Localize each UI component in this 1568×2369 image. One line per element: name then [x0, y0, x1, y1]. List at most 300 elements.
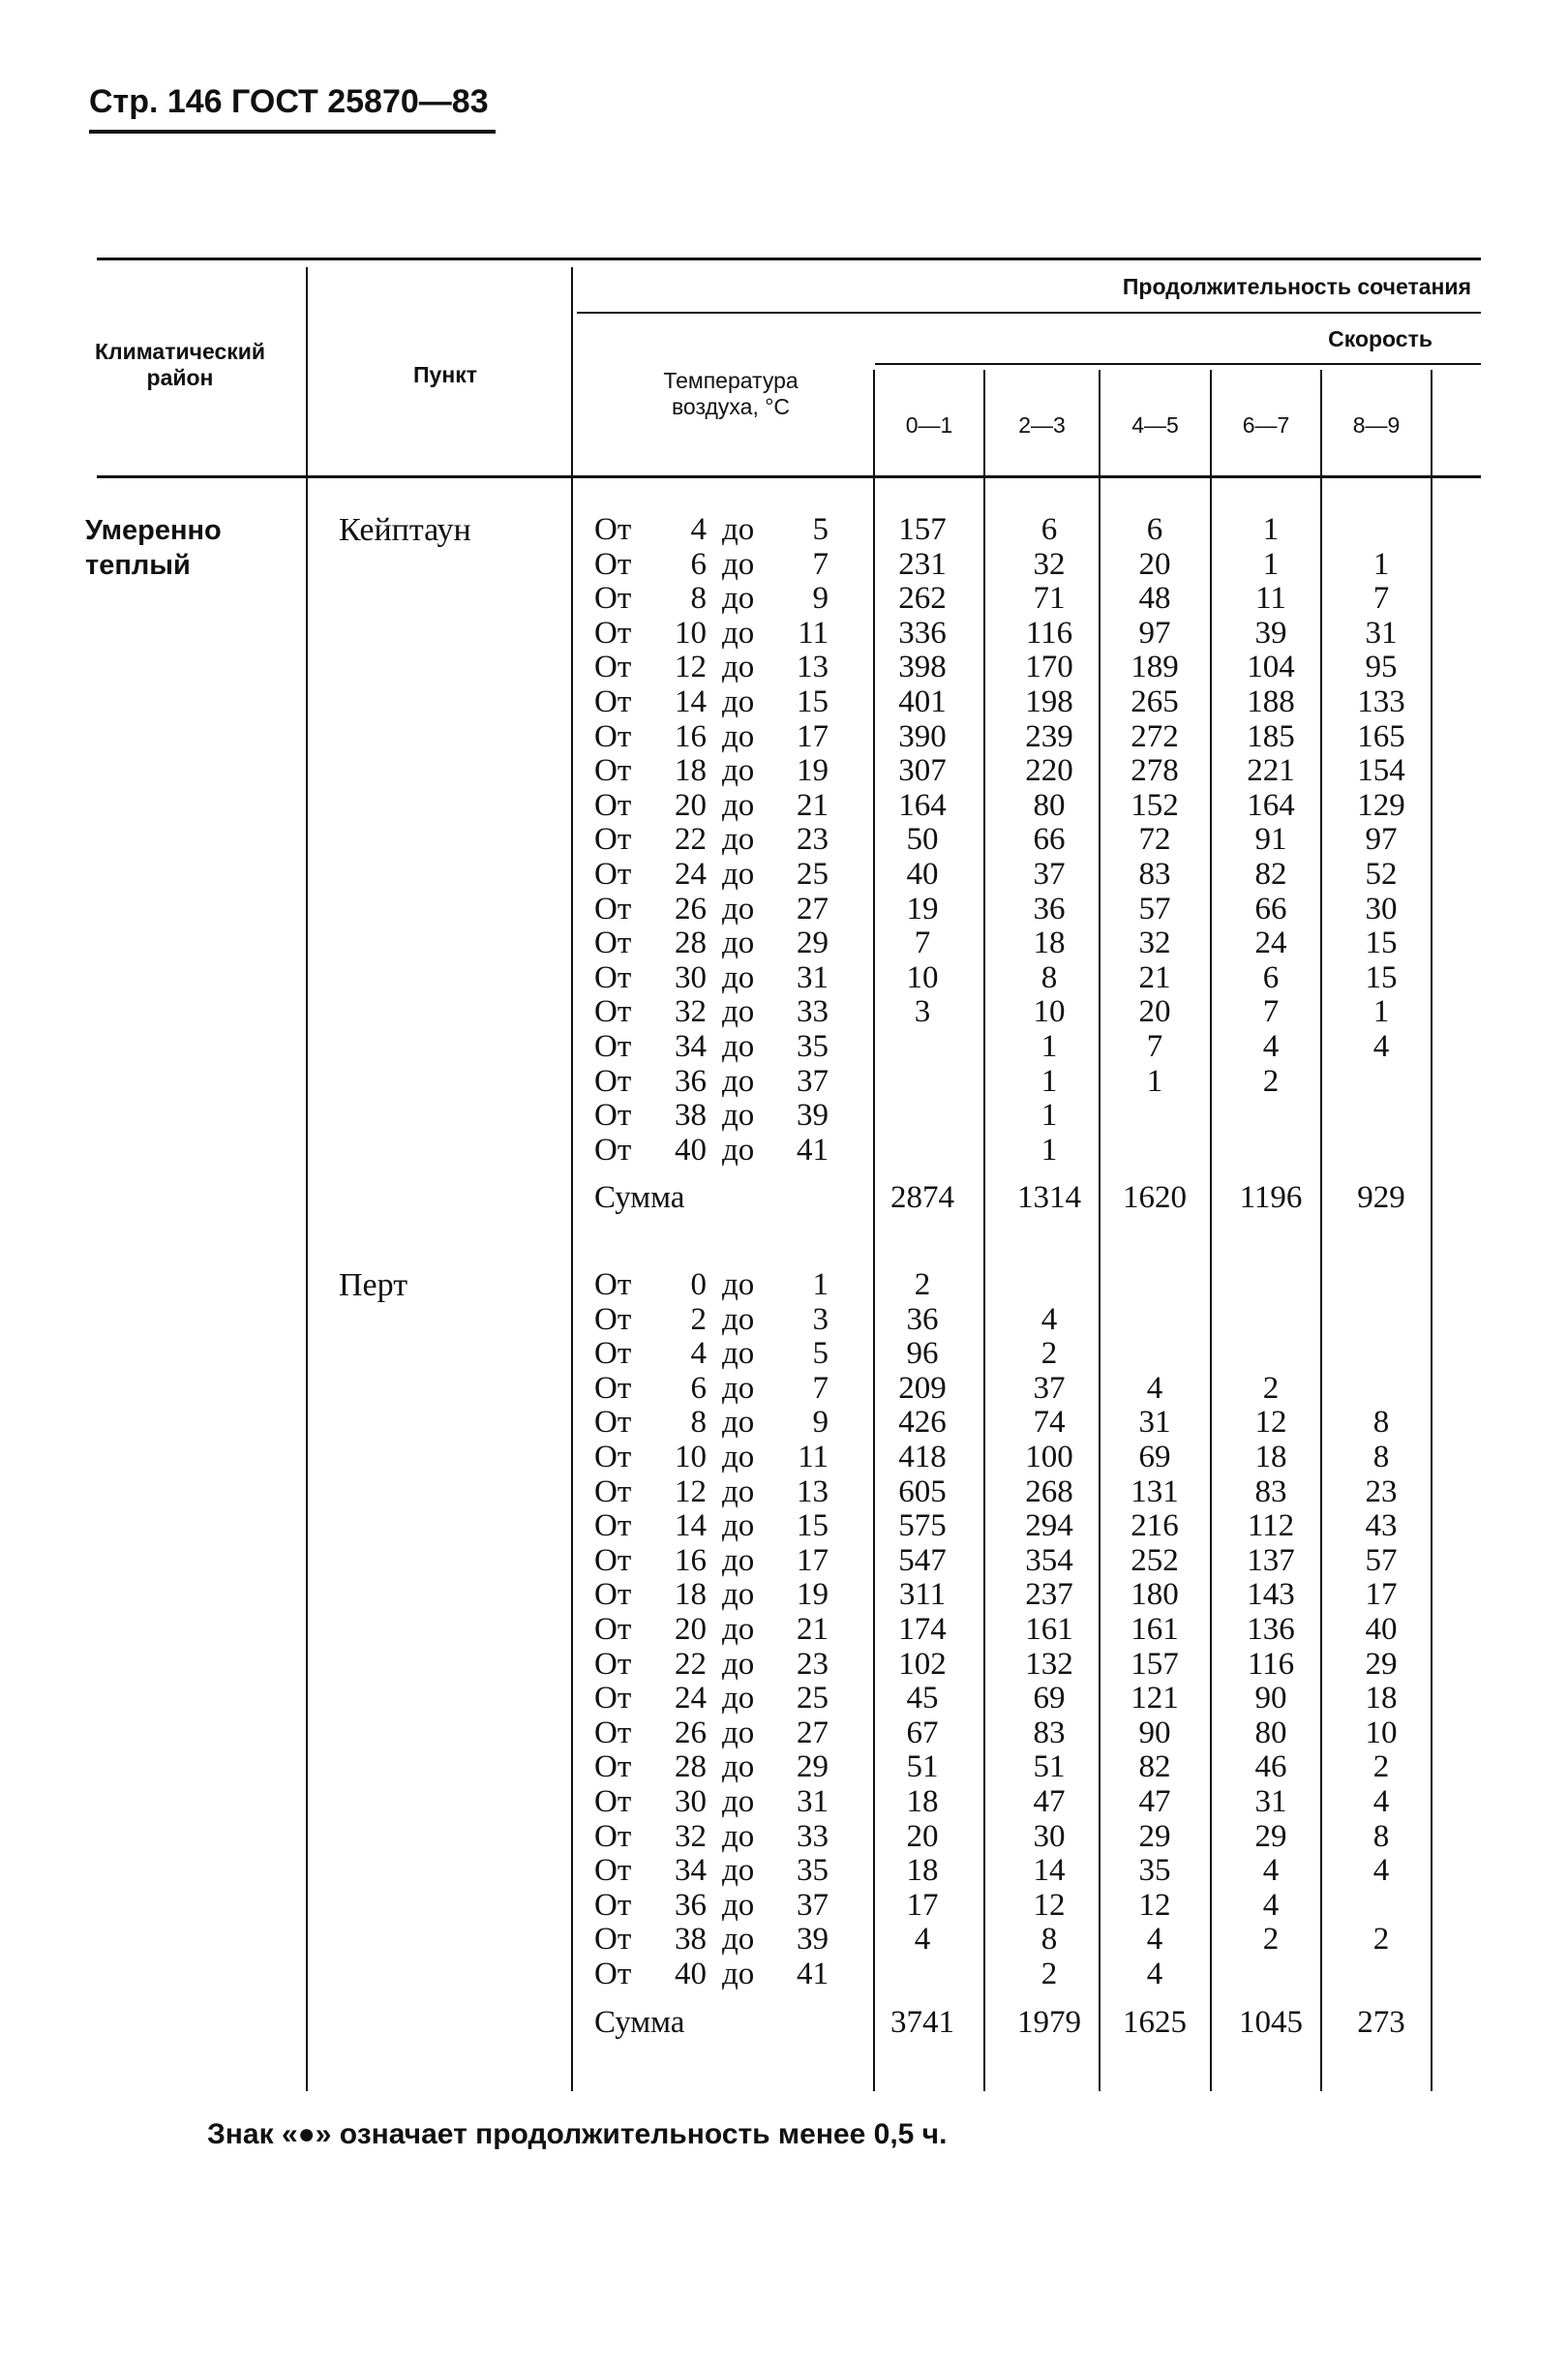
duration-cell-speed-1: 47	[1033, 1784, 1066, 1819]
temp-from: 40	[675, 1132, 707, 1168]
temp-from: 4	[690, 512, 707, 547]
duration-cell-speed-3: 24	[1254, 926, 1287, 961]
duration-cell-speed-2: 48	[1138, 581, 1171, 617]
table-row	[0, 1854, 1568, 1888]
table-row	[0, 1134, 1568, 1168]
temp-from: 0	[690, 1267, 707, 1302]
range-to-word: до	[722, 650, 755, 685]
duration-cell-speed-4: 4	[1372, 1784, 1390, 1819]
duration-cell-speed-2: 90	[1138, 1715, 1171, 1750]
duration-cell-speed-3: 7	[1262, 994, 1280, 1030]
duration-cell-speed-1: 14	[1033, 1853, 1066, 1889]
table-row	[0, 1268, 1568, 1302]
duration-cell-speed-4: 4	[1372, 1853, 1390, 1889]
header-duration: Продолжительность сочетания	[1122, 274, 1471, 299]
table-row	[0, 513, 1568, 547]
temp-to: 37	[797, 1063, 829, 1099]
temp-to: 7	[812, 1370, 829, 1406]
duration-cell-speed-2: 161	[1131, 1612, 1179, 1647]
duration-cell-speed-0: 2	[914, 1267, 931, 1302]
duration-cell-speed-1: 32	[1033, 546, 1066, 582]
temp-to: 25	[797, 857, 829, 892]
temp-from: 12	[675, 650, 707, 685]
duration-cell-speed-2: 21	[1138, 959, 1171, 995]
duration-cell-speed-3: 29	[1254, 1818, 1287, 1854]
duration-cell-speed-3: 90	[1254, 1681, 1287, 1716]
temp-from: 30	[675, 1784, 707, 1819]
temp-to: 11	[798, 615, 829, 651]
duration-cell-speed-2: 97	[1138, 615, 1171, 651]
range-to-word: до	[722, 1029, 755, 1064]
footnote: Знак «●» означает продолжительность менее 0,5 ч.	[207, 2118, 948, 2150]
temp-to: 31	[797, 959, 829, 995]
table-row	[0, 1820, 1568, 1854]
range-to-word: до	[722, 1132, 755, 1168]
sum-cell-speed-2: 1620	[1123, 1180, 1187, 1216]
temp-from: 4	[690, 1336, 707, 1372]
table-row	[0, 685, 1568, 719]
temp-from: 18	[675, 1577, 707, 1613]
duration-cell-speed-3: 6	[1262, 959, 1280, 995]
duration-cell-speed-2: 7	[1146, 1029, 1163, 1064]
temp-from: 24	[675, 1681, 707, 1716]
duration-cell-speed-3: 112	[1247, 1508, 1295, 1544]
duration-cell-speed-0: 575	[898, 1508, 947, 1544]
duration-cell-speed-2: 83	[1138, 857, 1171, 892]
range-to-word: до	[722, 546, 755, 582]
temp-from: 10	[675, 1440, 707, 1474]
duration-cell-speed-1: 74	[1033, 1405, 1066, 1441]
range-from-word: От	[594, 1646, 632, 1682]
duration-cell-speed-3: 1	[1262, 546, 1280, 582]
duration-cell-speed-2: 57	[1138, 891, 1171, 926]
duration-cell-speed-0: 605	[898, 1473, 947, 1509]
table-row	[0, 961, 1568, 995]
range-from-word: От	[594, 1681, 632, 1716]
temp-to: 5	[812, 512, 829, 547]
range-to-word: до	[722, 1784, 755, 1819]
duration-underline	[577, 312, 1481, 314]
header-speed-col-2: 4—5	[1131, 412, 1179, 438]
table-row	[0, 1716, 1568, 1750]
duration-cell-speed-1: 354	[1025, 1542, 1073, 1578]
temp-from: 2	[690, 1301, 707, 1337]
temp-to: 39	[797, 1098, 829, 1134]
range-from-word: От	[594, 1267, 632, 1302]
duration-cell-speed-1: 2	[1040, 1957, 1058, 1991]
temp-from: 18	[675, 753, 707, 789]
duration-cell-speed-2: 252	[1131, 1542, 1179, 1578]
duration-cell-speed-0: 3	[914, 994, 931, 1030]
duration-cell-speed-2: 4	[1146, 1370, 1163, 1406]
duration-cell-speed-4: 17	[1365, 1577, 1398, 1613]
range-to-word: до	[722, 615, 755, 651]
duration-cell-speed-3: 18	[1254, 1440, 1287, 1474]
duration-cell-speed-1: 37	[1033, 1370, 1066, 1406]
page-header: Стр. 146 ГОСТ 25870—83	[89, 83, 489, 120]
duration-cell-speed-0: 45	[906, 1681, 939, 1716]
table-row	[0, 720, 1568, 754]
temp-to: 15	[797, 1508, 829, 1544]
range-to-word: до	[722, 1715, 755, 1750]
range-from-word: От	[594, 1818, 632, 1854]
range-from-word: От	[594, 1063, 632, 1099]
duration-cell-speed-1: 69	[1033, 1681, 1066, 1716]
duration-cell-speed-0: 390	[898, 718, 947, 754]
range-to-word: до	[722, 1922, 755, 1958]
duration-cell-speed-4: 15	[1365, 959, 1398, 995]
temp-to: 19	[797, 1577, 829, 1613]
duration-cell-speed-2: 31	[1138, 1405, 1171, 1441]
range-from-word: От	[594, 822, 632, 858]
duration-cell-speed-2: 121	[1131, 1681, 1179, 1716]
range-from-word: От	[594, 1098, 632, 1134]
duration-cell-speed-4: 165	[1357, 718, 1405, 754]
temp-to: 5	[812, 1336, 829, 1372]
range-from-word: От	[594, 546, 632, 582]
duration-cell-speed-2: 272	[1131, 718, 1179, 754]
speed-underline	[875, 363, 1481, 365]
temp-to: 3	[812, 1301, 829, 1337]
temp-from: 38	[675, 1098, 707, 1134]
table-row	[0, 1958, 1568, 1991]
temp-from: 24	[675, 857, 707, 892]
sum-row	[0, 2006, 1568, 2040]
sum-cell-speed-3: 1045	[1239, 2004, 1303, 2040]
duration-cell-speed-4: 40	[1365, 1612, 1398, 1647]
temp-to: 33	[797, 1818, 829, 1854]
duration-cell-speed-0: 40	[906, 857, 939, 892]
range-to-word: до	[722, 1301, 755, 1337]
table-row	[0, 1578, 1568, 1612]
duration-cell-speed-1: 71	[1033, 581, 1066, 617]
table-row	[0, 1509, 1568, 1543]
duration-cell-speed-1: 4	[1040, 1301, 1058, 1337]
table-row	[0, 1065, 1568, 1099]
duration-cell-speed-3: 116	[1247, 1646, 1295, 1682]
temp-to: 21	[797, 787, 829, 823]
range-from-word: От	[594, 1577, 632, 1613]
range-to-word: до	[722, 994, 755, 1030]
duration-cell-speed-2: 32	[1138, 926, 1171, 961]
duration-cell-speed-1: 12	[1033, 1887, 1066, 1923]
range-from-word: От	[594, 512, 632, 547]
duration-cell-speed-3: 104	[1247, 650, 1295, 685]
header-rule	[89, 130, 496, 134]
duration-cell-speed-3: 4	[1262, 1853, 1280, 1889]
temp-to: 27	[797, 891, 829, 926]
table-row	[0, 651, 1568, 684]
range-to-word: до	[722, 1440, 755, 1474]
sum-cell-speed-0: 3741	[890, 2004, 954, 2040]
temp-from: 8	[690, 1405, 707, 1441]
duration-cell-speed-1: 83	[1033, 1715, 1066, 1750]
table-row	[0, 1441, 1568, 1474]
temp-from: 6	[690, 546, 707, 582]
range-to-word: до	[722, 718, 755, 754]
table-row	[0, 1406, 1568, 1440]
header-speed-col-1: 2—3	[1018, 412, 1066, 438]
table-row	[0, 1544, 1568, 1578]
temp-from: 30	[675, 959, 707, 995]
duration-cell-speed-3: 46	[1254, 1749, 1287, 1785]
duration-cell-speed-2: 157	[1131, 1646, 1179, 1682]
temp-to: 17	[797, 1542, 829, 1578]
duration-cell-speed-2: 278	[1131, 753, 1179, 789]
temp-from: 8	[690, 581, 707, 617]
table-row	[0, 1889, 1568, 1923]
range-from-word: От	[594, 1440, 632, 1474]
table-row	[0, 617, 1568, 651]
table-top-rule	[97, 258, 1481, 260]
temp-from: 14	[675, 684, 707, 719]
header-temperature: Температура воздуха, °С	[663, 368, 799, 419]
temp-from: 26	[675, 1715, 707, 1750]
duration-cell-speed-0: 209	[898, 1370, 947, 1406]
table-row	[0, 823, 1568, 857]
duration-cell-speed-4: 18	[1365, 1681, 1398, 1716]
duration-cell-speed-0: 36	[906, 1301, 939, 1337]
range-to-word: до	[722, 1336, 755, 1372]
temp-to: 23	[797, 822, 829, 858]
temp-from: 20	[675, 1612, 707, 1647]
duration-cell-speed-1: 239	[1025, 718, 1073, 754]
temp-to: 21	[797, 1612, 829, 1647]
temp-to: 35	[797, 1029, 829, 1064]
sum-cell-speed-4: 929	[1357, 1180, 1405, 1216]
range-from-word: От	[594, 718, 632, 754]
duration-cell-speed-0: 307	[898, 753, 947, 789]
temp-from: 28	[675, 926, 707, 961]
duration-cell-speed-1: 170	[1025, 650, 1073, 685]
temp-from: 12	[675, 1473, 707, 1509]
duration-cell-speed-0: 50	[906, 822, 939, 858]
table-row	[0, 1682, 1568, 1716]
duration-cell-speed-4: 31	[1365, 615, 1398, 651]
range-from-word: От	[594, 1508, 632, 1544]
sum-label: Сумма	[594, 1180, 685, 1216]
sum-cell-speed-3: 1196	[1239, 1180, 1303, 1216]
duration-cell-speed-1: 8	[1040, 959, 1058, 995]
temp-to: 37	[797, 1887, 829, 1923]
duration-cell-speed-0: 418	[898, 1440, 947, 1474]
duration-cell-speed-4: 133	[1357, 684, 1405, 719]
duration-cell-speed-3: 164	[1247, 787, 1295, 823]
range-from-word: От	[594, 1370, 632, 1406]
duration-cell-speed-4: 15	[1365, 926, 1398, 961]
duration-cell-speed-1: 30	[1033, 1818, 1066, 1854]
duration-cell-speed-4: 10	[1365, 1715, 1398, 1750]
temp-to: 39	[797, 1922, 829, 1958]
duration-cell-speed-0: 7	[914, 926, 931, 961]
range-from-word: От	[594, 1029, 632, 1064]
duration-cell-speed-3: 185	[1247, 718, 1295, 754]
duration-cell-speed-1: 1	[1040, 1063, 1058, 1099]
range-to-word: до	[722, 1063, 755, 1099]
temp-to: 25	[797, 1681, 829, 1716]
duration-cell-speed-2: 180	[1131, 1577, 1179, 1613]
duration-cell-speed-0: 51	[906, 1749, 939, 1785]
duration-cell-speed-3: 221	[1247, 753, 1295, 789]
duration-cell-speed-4: 1	[1372, 994, 1390, 1030]
range-to-word: до	[722, 1612, 755, 1647]
duration-cell-speed-0: 10	[906, 959, 939, 995]
duration-cell-speed-2: 152	[1131, 787, 1179, 823]
range-from-word: От	[594, 959, 632, 995]
duration-cell-speed-2: 189	[1131, 650, 1179, 685]
duration-cell-speed-2: 4	[1146, 1957, 1163, 1991]
temp-from: 14	[675, 1508, 707, 1544]
duration-cell-speed-4: 154	[1357, 753, 1405, 789]
duration-cell-speed-0: 19	[906, 891, 939, 926]
duration-cell-speed-3: 136	[1247, 1612, 1295, 1647]
sum-cell-speed-1: 1979	[1017, 2004, 1081, 2040]
table-row	[0, 754, 1568, 788]
temp-to: 9	[812, 581, 829, 617]
duration-cell-speed-3: 4	[1262, 1887, 1280, 1923]
duration-cell-speed-1: 1	[1040, 1132, 1058, 1168]
duration-cell-speed-3: 80	[1254, 1715, 1287, 1750]
range-from-word: От	[594, 615, 632, 651]
temp-from: 10	[675, 615, 707, 651]
range-from-word: От	[594, 650, 632, 685]
duration-cell-speed-2: 1	[1146, 1063, 1163, 1099]
duration-cell-speed-4: 2	[1372, 1749, 1390, 1785]
table-row	[0, 1030, 1568, 1064]
range-to-word: до	[722, 1646, 755, 1682]
range-from-word: От	[594, 926, 632, 961]
duration-cell-speed-2: 29	[1138, 1818, 1171, 1854]
temp-to: 35	[797, 1853, 829, 1889]
duration-cell-speed-3: 91	[1254, 822, 1287, 858]
range-from-word: От	[594, 1132, 632, 1168]
duration-cell-speed-0: 401	[898, 684, 947, 719]
table-row	[0, 858, 1568, 892]
duration-cell-speed-0: 157	[898, 512, 947, 547]
sum-cell-speed-0: 2874	[890, 1180, 954, 1216]
temp-to: 41	[797, 1132, 829, 1168]
table-row	[0, 548, 1568, 582]
range-to-word: до	[722, 1370, 755, 1406]
duration-cell-speed-3: 66	[1254, 891, 1287, 926]
duration-cell-speed-1: 116	[1025, 615, 1073, 651]
duration-cell-speed-1: 237	[1025, 1577, 1073, 1613]
station-name: Перт	[339, 1267, 408, 1303]
duration-cell-speed-2: 20	[1138, 546, 1171, 582]
duration-cell-speed-3: 4	[1262, 1029, 1280, 1064]
duration-cell-speed-1: 36	[1033, 891, 1066, 926]
temp-to: 33	[797, 994, 829, 1030]
range-to-word: до	[722, 1473, 755, 1509]
duration-cell-speed-0: 231	[898, 546, 947, 582]
duration-cell-speed-4: 29	[1365, 1646, 1398, 1682]
temp-from: 6	[690, 1370, 707, 1406]
duration-cell-speed-0: 67	[906, 1715, 939, 1750]
range-from-word: От	[594, 1542, 632, 1578]
range-from-word: От	[594, 857, 632, 892]
duration-cell-speed-0: 18	[906, 1853, 939, 1889]
temp-from: 40	[675, 1957, 707, 1991]
range-from-word: От	[594, 1405, 632, 1441]
sum-row	[0, 1181, 1568, 1215]
duration-cell-speed-4: 8	[1372, 1818, 1390, 1854]
temp-to: 41	[797, 1957, 829, 1991]
temp-from: 22	[675, 822, 707, 858]
temp-to: 31	[797, 1784, 829, 1819]
duration-cell-speed-1: 6	[1040, 512, 1058, 547]
duration-cell-speed-1: 132	[1025, 1646, 1073, 1682]
temp-to: 23	[797, 1646, 829, 1682]
range-to-word: до	[722, 1577, 755, 1613]
table-row	[0, 1923, 1568, 1957]
temp-from: 16	[675, 1542, 707, 1578]
range-to-word: до	[722, 1853, 755, 1889]
duration-cell-speed-4: 43	[1365, 1508, 1398, 1544]
duration-cell-speed-1: 1	[1040, 1098, 1058, 1134]
temp-from: 26	[675, 891, 707, 926]
duration-cell-speed-1: 100	[1025, 1440, 1073, 1474]
duration-cell-speed-3: 39	[1254, 615, 1287, 651]
duration-cell-speed-2: 4	[1146, 1922, 1163, 1958]
header-speed-col-3: 6—7	[1242, 412, 1290, 438]
duration-cell-speed-4: 97	[1365, 822, 1398, 858]
range-to-word: до	[722, 891, 755, 926]
duration-cell-speed-0: 18	[906, 1784, 939, 1819]
duration-cell-speed-2: 72	[1138, 822, 1171, 858]
duration-cell-speed-1: 37	[1033, 857, 1066, 892]
temp-to: 1	[812, 1267, 829, 1302]
range-to-word: до	[722, 857, 755, 892]
duration-cell-speed-1: 161	[1025, 1612, 1073, 1647]
duration-cell-speed-0: 164	[898, 787, 947, 823]
temp-to: 9	[812, 1405, 829, 1441]
duration-cell-speed-1: 294	[1025, 1508, 1073, 1544]
duration-cell-speed-1: 1	[1040, 1029, 1058, 1064]
duration-cell-speed-2: 47	[1138, 1784, 1171, 1819]
duration-cell-speed-4: 57	[1365, 1542, 1398, 1578]
header-point: Пункт	[413, 362, 477, 387]
duration-cell-speed-0: 174	[898, 1612, 947, 1647]
temp-to: 7	[812, 546, 829, 582]
duration-cell-speed-0: 547	[898, 1542, 947, 1578]
duration-cell-speed-2: 265	[1131, 684, 1179, 719]
table-row	[0, 1372, 1568, 1406]
header-speed: Скорость	[1328, 326, 1432, 351]
range-from-word: От	[594, 994, 632, 1030]
duration-cell-speed-4: 52	[1365, 857, 1398, 892]
duration-cell-speed-1: 268	[1025, 1473, 1073, 1509]
range-from-word: От	[594, 1301, 632, 1337]
table-row	[0, 1475, 1568, 1509]
table-row	[0, 995, 1568, 1029]
range-from-word: От	[594, 787, 632, 823]
range-to-word: до	[722, 926, 755, 961]
temp-from: 22	[675, 1646, 707, 1682]
table-row	[0, 1750, 1568, 1784]
temp-from: 36	[675, 1063, 707, 1099]
range-to-word: до	[722, 822, 755, 858]
temp-from: 34	[675, 1853, 707, 1889]
range-to-word: до	[722, 1887, 755, 1923]
duration-cell-speed-3: 12	[1254, 1405, 1287, 1441]
range-to-word: до	[722, 753, 755, 789]
duration-cell-speed-0: 336	[898, 615, 947, 651]
table-row	[0, 1099, 1568, 1133]
range-to-word: до	[722, 787, 755, 823]
range-from-word: От	[594, 684, 632, 719]
range-to-word: до	[722, 1542, 755, 1578]
range-to-word: до	[722, 1405, 755, 1441]
